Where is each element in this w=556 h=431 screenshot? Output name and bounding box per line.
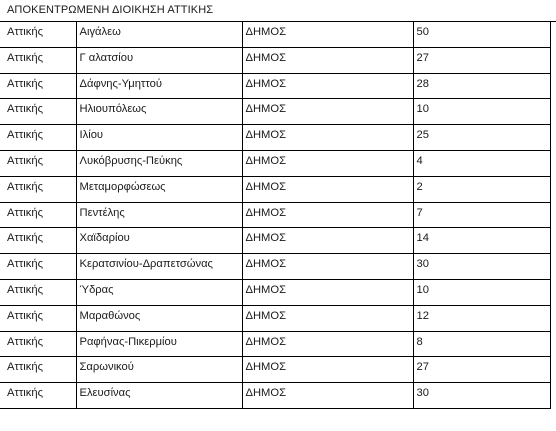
cell-municipality: Μαραθώνος: [76, 305, 242, 331]
cell-region: Αττικής: [0, 279, 76, 305]
table-row: [0, 254, 550, 280]
cell-municipality: Λυκόβρυσης-Πεύκης: [76, 150, 242, 176]
cell-municipality: Μεταμορφώσεως: [76, 176, 242, 202]
cell-type: ΔΗΜΟΣ: [242, 202, 413, 228]
cell-municipality: Αιγάλεω: [76, 22, 242, 48]
cell-count: 4: [413, 150, 550, 176]
cell-municipality: Ύδρας: [76, 279, 242, 305]
cell-count: 27: [413, 47, 550, 73]
cell-type: ΔΗΜΟΣ: [242, 125, 413, 151]
cell-type: ΔΗΜΟΣ: [242, 150, 413, 176]
cell-municipality: Ραφήνας-Πικερμίου: [76, 331, 242, 357]
cell-municipality: Σαρωνικού: [76, 357, 242, 383]
cell-count: 12: [413, 305, 550, 331]
table-body: [0, 22, 550, 409]
table-row: [0, 150, 550, 176]
cell-count: 2: [413, 176, 550, 202]
table-row: [0, 125, 550, 151]
table-row: [0, 305, 550, 331]
cell-type: ΔΗΜΟΣ: [242, 73, 413, 99]
table-row: [0, 383, 550, 409]
cell-count: 27: [413, 357, 550, 383]
cell-count: 28: [413, 73, 550, 99]
table-row: [0, 357, 550, 383]
cell-type: ΔΗΜΟΣ: [242, 254, 413, 280]
cell-municipality: Χαϊδαρίου: [76, 228, 242, 254]
cell-count: 25: [413, 125, 550, 151]
cell-count: 10: [413, 279, 550, 305]
table-row: [0, 99, 550, 125]
cell-type: ΔΗΜΟΣ: [242, 279, 413, 305]
cell-type: ΔΗΜΟΣ: [242, 99, 413, 125]
cell-region: Αττικής: [0, 202, 76, 228]
cell-region: Αττικής: [0, 99, 76, 125]
cell-region: Αττικής: [0, 150, 76, 176]
cell-region: Αττικής: [0, 383, 76, 409]
cell-region: Αττικής: [0, 331, 76, 357]
cell-count: 10: [413, 99, 550, 125]
cell-type: ΔΗΜΟΣ: [242, 357, 413, 383]
cell-count: 30: [413, 254, 550, 280]
cell-count: 14: [413, 228, 550, 254]
cell-type: ΔΗΜΟΣ: [242, 305, 413, 331]
table-row: [0, 73, 550, 99]
municipality-table: [0, 21, 551, 409]
cell-type: ΔΗΜΟΣ: [242, 22, 413, 48]
table-row: [0, 176, 550, 202]
cell-region: Αττικής: [0, 73, 76, 99]
cell-municipality: Κερατσινίου-Δραπετσώνας: [76, 254, 242, 280]
table-row: [0, 331, 550, 357]
cell-region: Αττικής: [0, 305, 76, 331]
cell-type: ΔΗΜΟΣ: [242, 176, 413, 202]
table-row: [0, 228, 550, 254]
cell-count: 7: [413, 202, 550, 228]
cell-type: ΔΗΜΟΣ: [242, 228, 413, 254]
table-row: [0, 47, 550, 73]
cell-count: 50: [413, 22, 550, 48]
cell-region: Αττικής: [0, 22, 76, 48]
title-row: [0, 0, 556, 22]
cell-region: Αττικής: [0, 125, 76, 151]
cell-municipality: Ελευσίνας: [76, 383, 242, 409]
cell-region: Αττικής: [0, 254, 76, 280]
cell-municipality: Δάφνης-Υμηττού: [76, 73, 242, 99]
cell-type: ΔΗΜΟΣ: [242, 331, 413, 357]
cell-municipality: Πεντέλης: [76, 202, 242, 228]
cell-region: Αττικής: [0, 357, 76, 383]
cell-municipality: Γ αλατσίου: [76, 47, 242, 73]
cell-type: ΔΗΜΟΣ: [242, 47, 413, 73]
cell-count: 30: [413, 383, 550, 409]
table-row: [0, 22, 550, 48]
cell-region: Αττικής: [0, 47, 76, 73]
cell-count: 8: [413, 331, 550, 357]
table-title: ΑΠΟΚΕΝΤΡΩΜΕΝΗ ΔΙΟΙΚΗΣΗ ΑΤΤΙΚΗΣ: [7, 4, 214, 16]
table-row: [0, 279, 550, 305]
table-row: [0, 202, 550, 228]
cell-region: Αττικής: [0, 228, 76, 254]
cell-municipality: Ηλιουπόλεως: [76, 99, 242, 125]
cell-municipality: Ιλίου: [76, 125, 242, 151]
cell-region: Αττικής: [0, 176, 76, 202]
cell-type: ΔΗΜΟΣ: [242, 383, 413, 409]
